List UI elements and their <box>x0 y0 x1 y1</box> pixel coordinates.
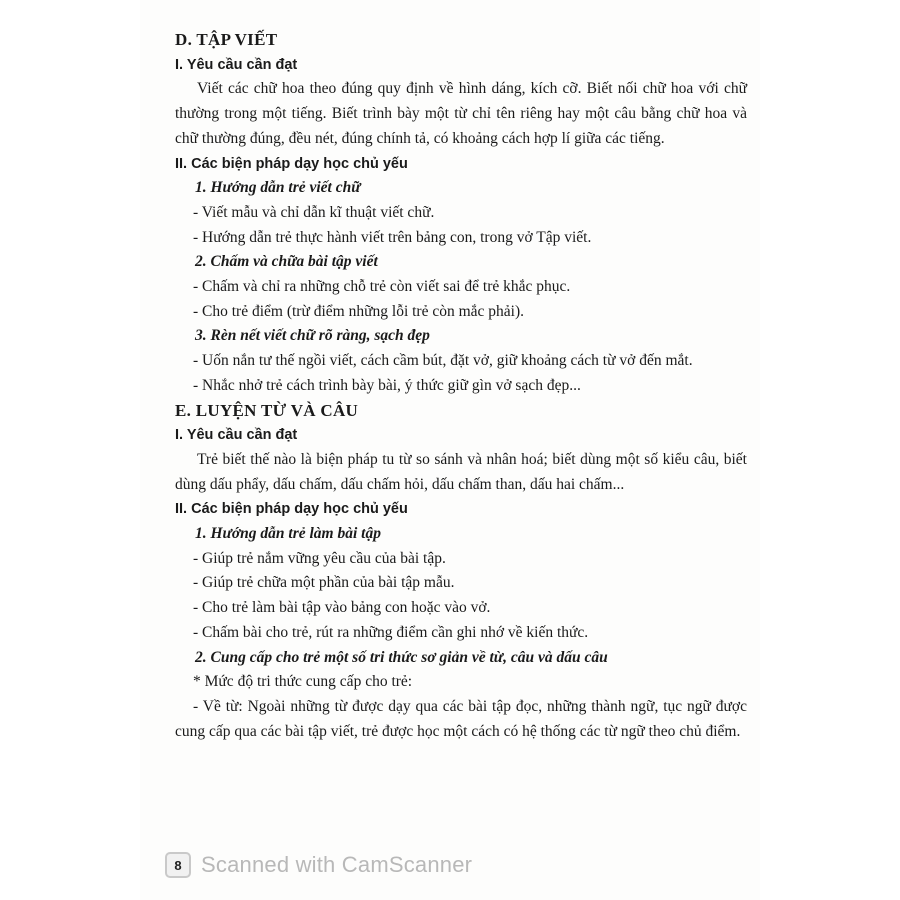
section-e-req-heading: I. Yêu cầu cần đạt <box>175 427 298 444</box>
document-body <box>175 28 747 744</box>
list-item: - Chấm bài cho trẻ, rút ra những điểm cần ghi nhớ về kiến thức. <box>193 623 589 641</box>
page-number: 8 <box>174 857 182 873</box>
section-e-method-2-title: 2. Cung cấp cho trẻ một số tri thức sơ giản về từ, câu và dấu câu <box>195 648 608 666</box>
scanner-footer <box>165 850 472 880</box>
list-item: - Giúp trẻ nắm vững yêu cầu của bài tập. <box>193 549 446 567</box>
section-d-methods-heading: II. Các biện pháp dạy học chủ yếu <box>175 155 408 172</box>
section-e-title: E. LUYỆN TỪ VÀ CÂU <box>175 400 359 420</box>
section-d-method-2-title: 2. Chấm và chữa bài tập viết <box>195 253 378 271</box>
section-d-title: D. TẬP VIẾT <box>175 30 278 49</box>
list-item: - Uốn nắn tư thế ngồi viết, cách cầm bút, đặt vở, giữ khoảng cách từ vở đến mắt. <box>193 352 693 370</box>
section-e-method-1-title: 1. Hướng dẫn trẻ làm bài tập <box>195 525 381 543</box>
section-d-method-3-title: 3. Rèn nết viết chữ rõ ràng, sạch đẹp <box>195 327 430 345</box>
section-d-req-text: Viết các chữ hoa theo đúng quy định về hình dáng, kích cỡ. Biết nối chữ hoa với chữ thường trong một tiếng. Biết trình bày một từ chỉ tên riêng hay một câu bằng chữ hoa và chữ thường đúng, đều nét, đúng chính tả, có khoảng cách hợp lí giữa các tiếng. <box>175 80 747 147</box>
list-item: - Nhắc nhở trẻ cách trình bày bài, ý thức giữ gìn vở sạch đẹp... <box>193 376 581 394</box>
list-item: - Hướng dẫn trẻ thực hành viết trên bảng con, trong vở Tập viết. <box>193 228 592 246</box>
list-item: - Giúp trẻ chữa một phần của bài tập mẫu. <box>193 574 455 592</box>
section-e-methods-heading: II. Các biện pháp dạy học chủ yếu <box>175 501 408 518</box>
list-item: - Viết mẫu và chỉ dẫn kĩ thuật viết chữ. <box>193 203 435 221</box>
section-d-method-1-title: 1. Hướng dẫn trẻ viết chữ <box>195 179 361 197</box>
camscanner-logo-icon <box>165 852 191 878</box>
section-e-method-2-note: * Mức độ tri thức cung cấp cho trẻ: <box>193 673 413 691</box>
section-e-req-text: Trẻ biết thế nào là biện pháp tu từ so sánh và nhân hoá; biết dùng một số kiểu câu, biết dùng dấu phẩy, dấu chấm, dấu chấm hỏi, dấu chấm than, dấu hai chấm... <box>175 450 747 493</box>
list-item: - Cho trẻ làm bài tập vào bảng con hoặc vào vở. <box>193 599 491 617</box>
list-item: - Cho trẻ điểm (trừ điểm những lỗi trẻ còn mắc phải). <box>193 302 525 320</box>
scanner-watermark-text: Scanned with CamScanner <box>201 852 473 877</box>
list-item: - Chấm và chỉ ra những chỗ trẻ còn viết sai để trẻ khắc phục. <box>193 278 571 296</box>
section-d-req-heading: I. Yêu cầu cần đạt <box>175 56 298 73</box>
section-e-method-2-text: - Về từ: Ngoài những từ được dạy qua các bài tập đọc, những thành ngữ, tục ngữ được cung cấp qua các bài tập viết, trẻ được học một cách có hệ thống các từ ngữ theo chủ điểm. <box>175 697 747 740</box>
